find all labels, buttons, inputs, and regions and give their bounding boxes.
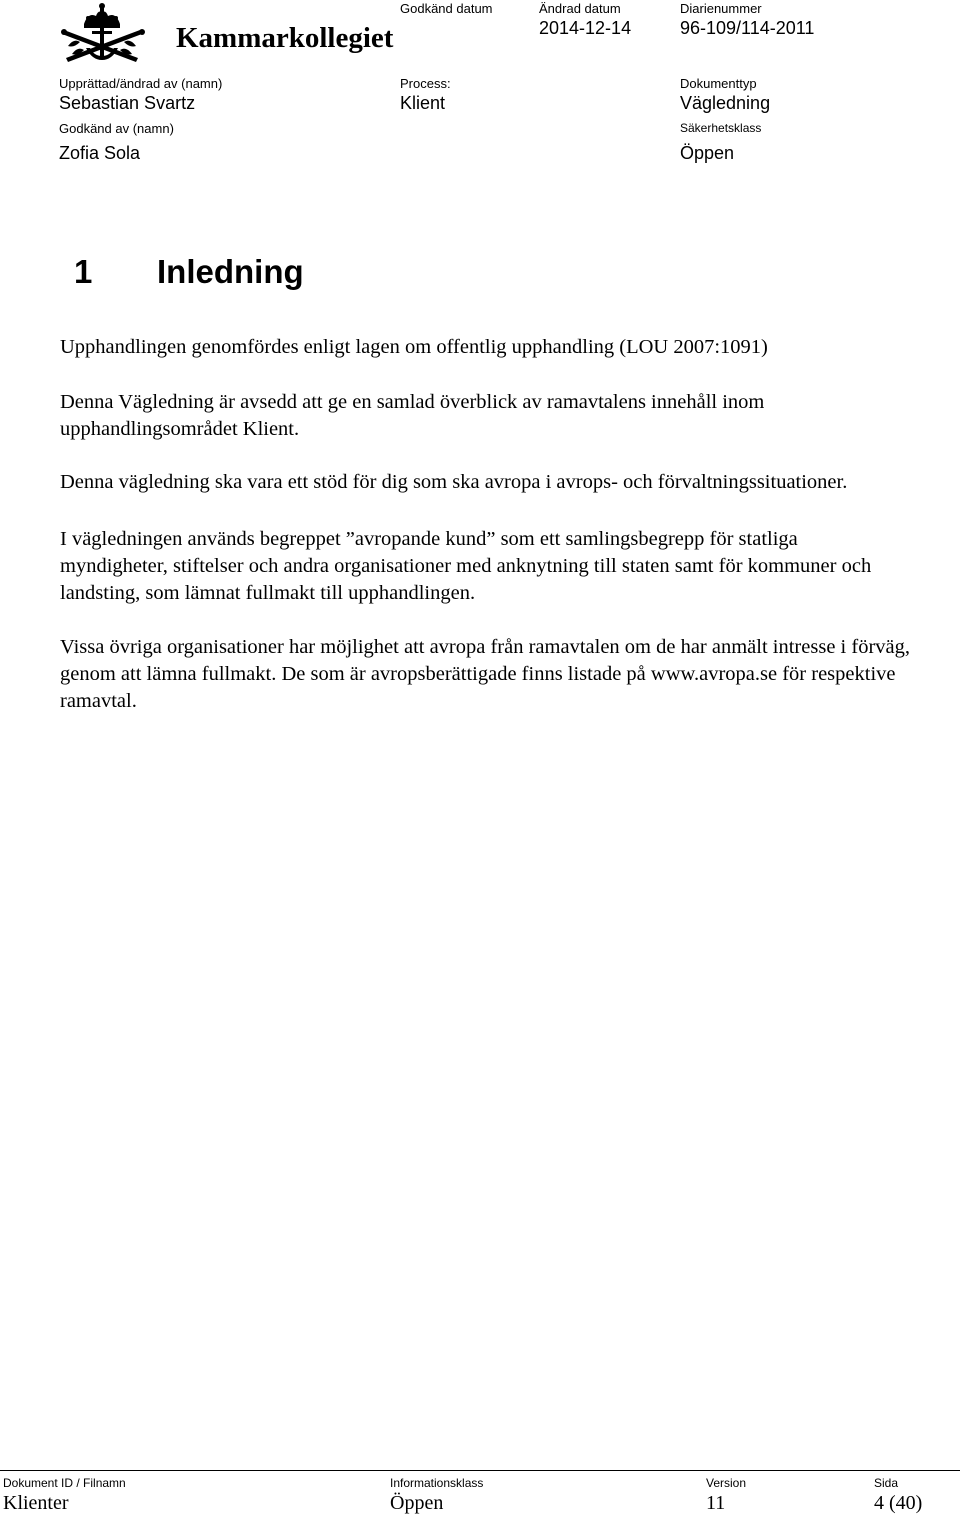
- paragraph: Vissa övriga organisationer har möjlighet att avropa från ramavtalen om de har anmält intresse i förväg, genom att lämna fullmakt. De som är avropsberättigade finns listade på www.avropa.se för respektive ramavtal.: [60, 636, 910, 712]
- sida-value: 4 (40): [874, 1492, 923, 1514]
- paragraph: Denna Vägledning är avsedd att ge en samlad överblick av ramavtalens innehåll inom upphandlingsområdet Klient.: [60, 391, 765, 440]
- informationsklass-value: Öppen: [390, 1492, 444, 1514]
- logo-wordmark: Kammarkollegiet: [176, 22, 394, 54]
- upprattad-label: Upprättad/ändrad av (namn): [59, 76, 223, 91]
- godkand-av-label: Godkänd av (namn): [59, 121, 174, 136]
- section-number: 1: [74, 253, 93, 290]
- paragraph: I vägledningen används begreppet ”avropande kund” som ett samlingsbegrepp för statliga myndigheter, stiftelser och andra organisationer med anknytning till staten samt för kommuner och landsting, som lämnat fullmakt till upphandlingen.: [60, 528, 872, 604]
- andrad-datum-label: Ändrad datum: [539, 1, 621, 16]
- andrad-datum-value: 2014-12-14: [539, 18, 632, 38]
- footer-divider: [0, 1470, 960, 1471]
- dokument-id-label: Dokument ID / Filnamn: [3, 1476, 126, 1490]
- upprattad-value: Sebastian Svartz: [59, 93, 196, 113]
- section-title: Inledning: [157, 253, 304, 290]
- document-body: [60, 334, 910, 743]
- section-heading: [74, 252, 304, 292]
- dokument-id-value: Klienter: [3, 1492, 69, 1514]
- diarienummer-label: Diarienummer: [680, 1, 762, 16]
- godkand-datum-label: Godkänd datum: [400, 1, 493, 16]
- process-label: Process:: [400, 76, 451, 91]
- version-label: Version: [706, 1476, 747, 1490]
- diarienummer-value: 96-109/114-2011: [680, 18, 815, 38]
- paragraph: Upphandlingen genomfördes enligt lagen om offentlig upphandling (LOU 2007:1091): [60, 336, 768, 358]
- paragraph: Denna vägledning ska vara ett stöd för dig som ska avropa i avrops- och förvaltningssituationer.: [60, 471, 848, 493]
- version-value: 11: [706, 1492, 726, 1514]
- sakerhetsklass-value: Öppen: [680, 143, 735, 163]
- dokumenttyp-value: Vägledning: [680, 93, 771, 113]
- sida-label: Sida: [874, 1476, 899, 1490]
- sakerhetsklass-label: Säkerhetsklass: [680, 121, 762, 135]
- crown-anchor-emblem-icon: [58, 2, 168, 66]
- kammarkollegiet-logo: [58, 2, 394, 66]
- godkand-av-value: Zofia Sola: [59, 143, 141, 163]
- dokumenttyp-label: Dokumenttyp: [680, 76, 757, 91]
- informationsklass-label: Informationsklass: [390, 1476, 484, 1490]
- process-value: Klient: [400, 93, 446, 113]
